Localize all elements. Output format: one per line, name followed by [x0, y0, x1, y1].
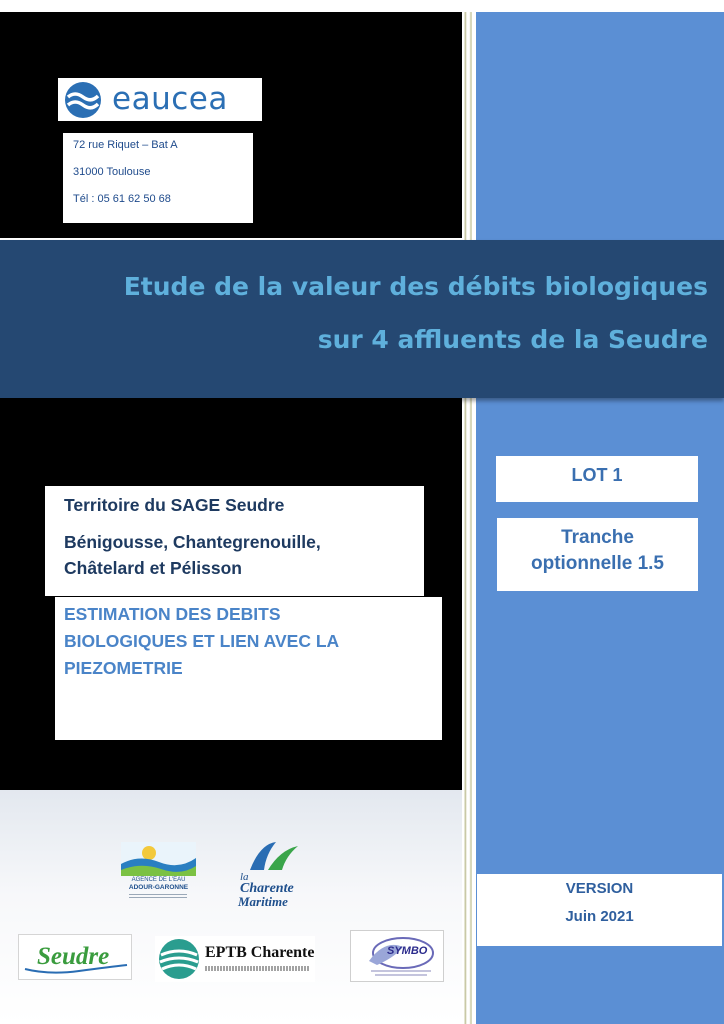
lot-label: LOT 1 — [571, 465, 623, 485]
charente-maritime-logo — [236, 840, 304, 908]
address-city: 31000 Toulouse — [73, 166, 151, 178]
version-date: Juin 2021 — [565, 908, 634, 925]
eptb-text: EPTB Charente — [205, 944, 315, 961]
subject-line1: ESTIMATION DES DEBITS — [64, 604, 281, 624]
agence-water-icon — [121, 842, 196, 876]
agence-line2: ADOUR-GARONNE — [128, 884, 189, 891]
document-title-line1: Etude de la valeur des débits biologiques — [123, 272, 708, 301]
seudre-logo — [18, 934, 132, 980]
territory-rivers-line2: Châtelard et Pélisson — [64, 558, 242, 578]
tranche-box — [497, 518, 698, 591]
agence-line1: AGENCE DE L'EAU — [131, 877, 186, 883]
territory-rivers-line1: Bénigousse, Chantegrenouille, — [64, 532, 321, 552]
version-box — [477, 874, 722, 946]
seudre-text: Seudre — [37, 943, 110, 970]
eptb-charente-logo — [155, 936, 315, 982]
tranche-line2: optionnelle 1.5 — [530, 553, 665, 574]
charente-line1: la — [240, 871, 249, 883]
eaucea-wave-icon — [63, 80, 103, 120]
symbo-logo — [350, 930, 444, 982]
eaucea-logo-text: eaucea — [112, 81, 228, 117]
subject-line3: PIEZOMETRIE — [64, 658, 183, 678]
title-band — [0, 240, 724, 398]
subject-line2: BIOLOGIQUES ET LIEN AVEC LA — [64, 631, 340, 651]
bird-icon — [236, 840, 304, 872]
eptb-subtitle — [205, 966, 309, 971]
document-title-line2: sur 4 affluents de la Seudre — [317, 325, 708, 354]
tranche-line1: Tranche — [561, 527, 634, 548]
charente-line3: Maritime — [238, 894, 288, 909]
vertical-divider — [462, 12, 476, 1024]
territory-title: Territoire du SAGE Seudre — [64, 495, 285, 515]
logos-panel — [0, 790, 462, 1024]
charente-line2: Charente — [240, 881, 294, 896]
version-label: VERSION — [565, 880, 634, 897]
symbo-text: SYMBO — [387, 945, 428, 957]
eptb-globe-icon — [157, 937, 201, 981]
lot-box — [496, 456, 698, 502]
agence-subtitle — [129, 894, 187, 900]
address-street: 72 rue Riquet – Bat A — [73, 139, 178, 151]
address-phone: Tél : 05 61 62 50 68 — [73, 193, 171, 205]
agence-adour-garonne-logo — [121, 842, 196, 904]
